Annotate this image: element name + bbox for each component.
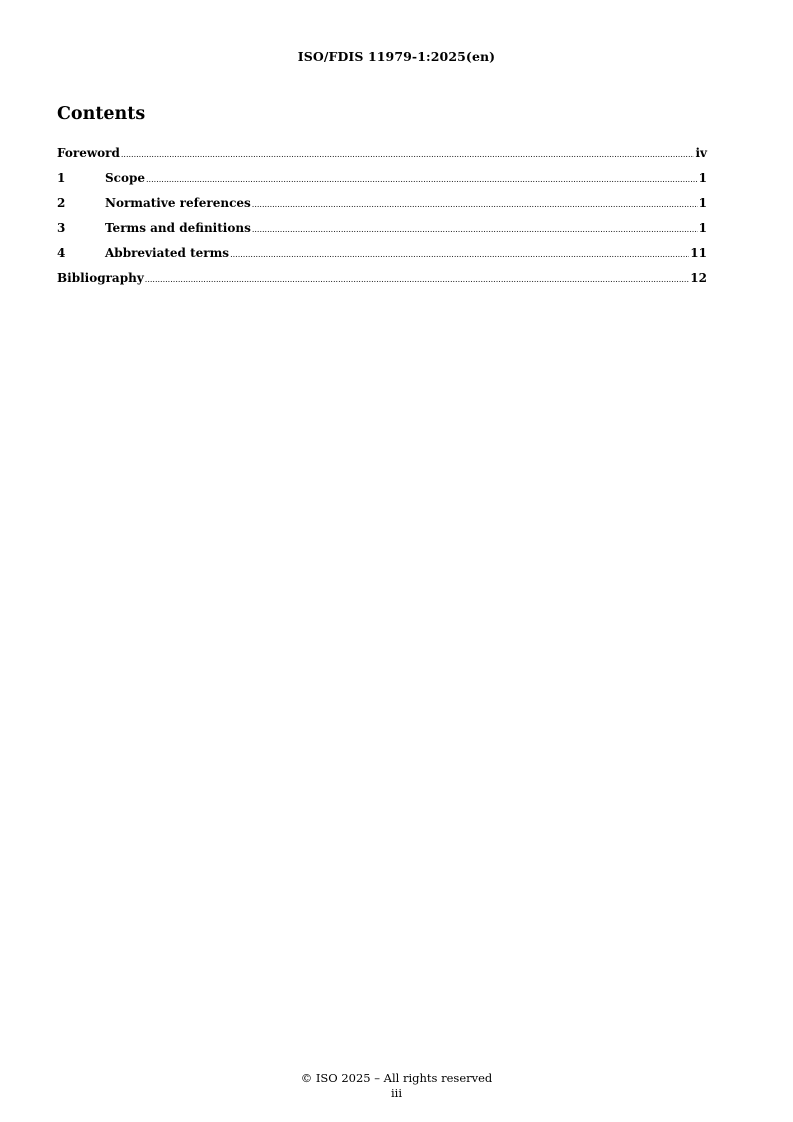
- toc-entry-title: Abbreviated terms: [105, 246, 230, 260]
- toc-leader-dots: [146, 175, 698, 184]
- toc-entry-page: iv: [695, 146, 707, 160]
- toc-entry-title: Terms and definitions: [105, 221, 251, 235]
- toc-entry-page: 1: [698, 171, 707, 185]
- toc-entry-normative-references[interactable]: [57, 196, 707, 221]
- toc-entry-number: 2: [57, 196, 66, 210]
- toc-entry-abbreviated-terms[interactable]: [57, 246, 707, 271]
- toc-entry-number: 4: [57, 246, 66, 260]
- copyright-notice: © ISO 2025 – All rights reserved: [300, 1071, 493, 1085]
- page-number: iii: [390, 1086, 403, 1100]
- toc-entry-scope[interactable]: [57, 171, 707, 196]
- toc-leader-dots: [121, 150, 695, 159]
- toc-entry-number: 3: [57, 221, 66, 235]
- toc-entry-bibliography[interactable]: [57, 271, 707, 296]
- toc-entry-terms-and-definitions[interactable]: [57, 221, 707, 246]
- toc-leader-dots: [230, 250, 689, 259]
- table-of-contents: [57, 146, 707, 296]
- toc-entry-page: 1: [698, 196, 707, 210]
- toc-entry-title: Bibliography: [57, 271, 144, 285]
- toc-entry-title: Normative references: [105, 196, 251, 210]
- toc-entry-page: 11: [690, 246, 707, 260]
- toc-entry-title: Foreword: [57, 146, 120, 160]
- toc-entry-page: 1: [698, 221, 707, 235]
- page-footer: [0, 1071, 793, 1101]
- contents-title: Contents: [57, 104, 146, 124]
- toc-leader-dots: [252, 200, 698, 209]
- document-header: ISO/FDIS 11979-1:2025(en): [297, 49, 496, 64]
- toc-entry-title: Scope: [105, 171, 146, 185]
- toc-entry-number: 1: [57, 171, 66, 185]
- toc-leader-dots: [252, 225, 698, 234]
- toc-entry-page: 12: [690, 271, 707, 285]
- toc-entry-foreword[interactable]: [57, 146, 707, 171]
- toc-leader-dots: [145, 275, 690, 284]
